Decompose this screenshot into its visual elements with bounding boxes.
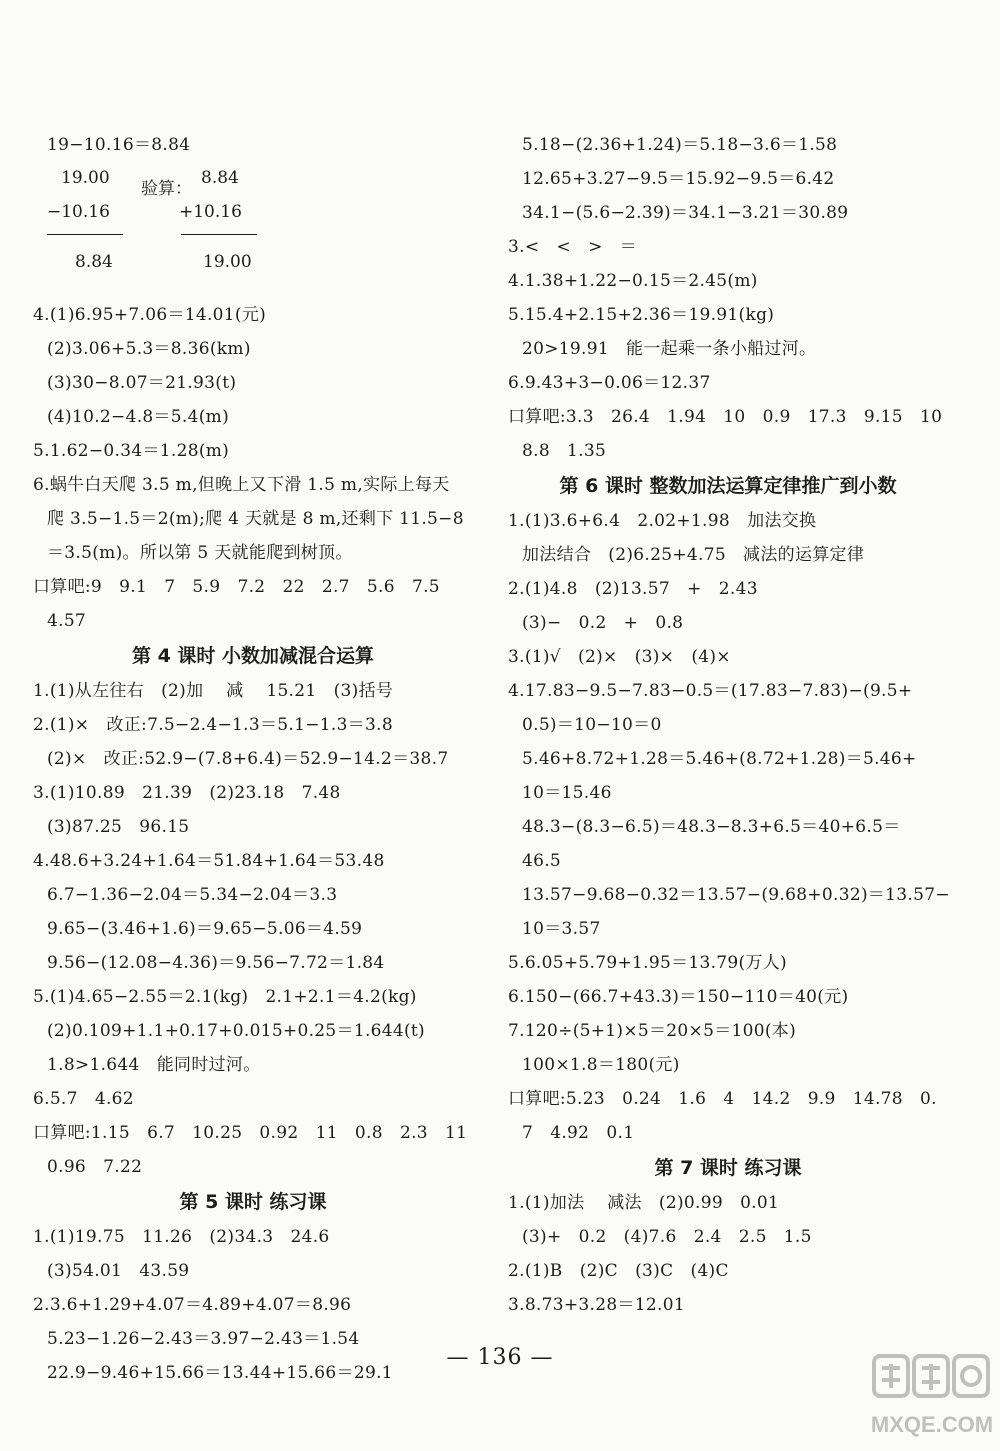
text-line: 34.1−(5.6−2.39)＝34.1−3.21＝30.89 [522,203,849,223]
text-line: 9.65−(3.46+1.6)＝9.65−5.06＝4.59 [47,919,363,939]
text-line: (4)10.2−4.8＝5.4(m) [47,407,230,427]
text-line: 19−10.16＝8.84 [47,135,191,155]
text-line: 8.8 1.35 [522,441,607,461]
text-line: 加法结合 (2)6.25+4.75 减法的运算定律 [522,545,865,565]
text-line: 3.< < > ＝ [508,237,638,257]
text-line: 6.7−1.36−2.04＝5.34−2.04＝3.3 [47,885,338,905]
text-line: (2)0.109+1.1+0.17+0.015+0.25＝1.644(t) [47,1021,425,1041]
text-line: (3)30−8.07＝21.93(t) [47,373,237,393]
text-line: 3.(1)√ (2)× (3)× (4)× [508,647,731,667]
calc-line: +10.16 [179,202,242,222]
calc-line: 19.00 [203,252,252,272]
text-line: 0.5)＝10−10＝0 [522,715,662,735]
text-line: 20>19.91 能一起乘一条小船过河。 [522,339,817,359]
text-line: 5.18−(2.36+1.24)＝5.18−3.6＝1.58 [522,135,838,155]
section-heading: 第 7 课时 练习课 [654,1157,802,1179]
text-line: 2.3.6+1.29+4.07＝4.89+4.07＝8.96 [33,1295,352,1315]
right-column [508,128,948,1322]
text-line: 7 4.92 0.1 [522,1123,635,1143]
text-line: 4.48.6+3.24+1.64＝51.84+1.64＝53.48 [33,851,385,871]
text-line: 3.(1)10.89 21.39 (2)23.18 7.48 [33,783,341,803]
text-line: 口算吧:9 9.1 7 5.9 7.2 22 2.7 5.6 7.5 [33,577,440,597]
text-line: 4.(1)6.95+7.06＝14.01(元) [33,305,267,325]
text-line: 6.蜗牛白天爬 3.5 m,但晚上又下滑 1.5 m,实际上每天 [33,475,450,495]
text-line: ＝3.5(m)。所以第 5 天就能爬到树顶。 [47,543,353,563]
text-line: 48.3−(8.3−6.5)＝48.3−8.3+6.5＝40+6.5＝ [522,817,901,837]
text-line: 5.1.62−0.34＝1.28(m) [33,441,230,461]
text-line: 6.150−(66.7+43.3)＝150−110＝40(元) [508,987,849,1007]
text-line: 1.(1)19.75 11.26 (2)34.3 24.6 [33,1227,330,1247]
text-line: 口算吧:1.15 6.7 10.25 0.92 11 0.8 2.3 11 [33,1123,468,1143]
text-line: 1.8>1.644 能同时过河。 [47,1055,261,1075]
answer-seal-watermark-icon [868,1352,996,1444]
text-line: 22.9−9.46+15.66＝13.44+15.66＝29.1 [47,1363,393,1383]
divider [181,234,257,235]
text-line: 4.1.38+1.22−0.15＝2.45(m) [508,271,758,291]
text-line: (2)× 改正:52.9−(7.8+6.4)＝52.9−14.2＝38.7 [47,749,449,769]
text-line: 6.9.43+3−0.06＝12.37 [508,373,711,393]
text-line: 3.8.73+3.28＝12.01 [508,1295,685,1315]
text-line: (3)+ 0.2 (4)7.6 2.4 2.5 1.5 [522,1227,812,1247]
text-line: 口算吧:3.3 26.4 1.94 10 0.9 17.3 9.15 10 [508,407,943,427]
text-line: 口算吧:5.23 0.24 1.6 4 14.2 9.9 14.78 0. [508,1089,937,1109]
text-line: 5.23−1.26−2.43＝3.97−2.43＝1.54 [47,1329,360,1349]
divider [47,234,123,235]
text-line: 0.96 7.22 [47,1157,143,1177]
page-number: — 136 — [446,1345,554,1370]
text-line: 1.(1)从左往右 (2)加 减 15.21 (3)括号 [33,681,394,701]
text-line: 4.57 [47,611,87,631]
text-line: (3)− 0.2 + 0.8 [522,613,684,633]
text-line: 6.5.7 4.62 [33,1089,134,1109]
text-line: 2.(1)4.8 (2)13.57 + 2.43 [508,579,758,599]
text-line: 5.46+8.72+1.28＝5.46+(8.72+1.28)＝5.46+ [522,749,917,769]
text-line: 10＝3.57 [522,919,601,939]
text-line: 13.57−9.68−0.32＝13.57−(9.68+0.32)＝13.57− [522,885,950,905]
section-heading: 第 5 课时 练习课 [179,1191,327,1213]
text-line: 4.17.83−9.5−7.83−0.5＝(17.83−7.83)−(9.5+ [508,681,913,701]
vertical-calculation [33,162,473,298]
text-line: 2.(1)B (2)C (3)C (4)C [508,1261,729,1281]
text-line: 7.120÷(5+1)×5＝20×5＝100(本) [508,1021,797,1041]
text-line: (2)3.06+5.3＝8.36(km) [47,339,251,359]
watermark-text: MXQE.COM [870,1412,994,1437]
check-label: 验算： [141,179,192,199]
text-line: 10＝15.46 [522,783,612,803]
text-line: 46.5 [522,851,562,871]
calc-line: 8.84 [201,168,239,188]
left-column [33,128,473,1390]
calc-line: 19.00 [61,168,110,188]
text-line: 5.6.05+5.79+1.95＝13.79(万人) [508,953,787,973]
section-heading: 第 4 课时 小数加减混合运算 [131,645,375,667]
text-line: 2.(1)× 改正:7.5−2.4−1.3＝5.1−1.3＝3.8 [33,715,393,735]
section-heading: 第 6 课时 整数加法运算定律推广到小数 [559,475,897,497]
text-line: 5.15.4+2.15+2.36＝19.91(kg) [508,305,775,325]
text-line: 爬 3.5−1.5＝2(m);爬 4 天就是 8 m,还剩下 11.5−8 [47,509,464,529]
calc-line: 8.84 [75,252,113,272]
text-line: 5.(1)4.65−2.55＝2.1(kg) 2.1+2.1＝4.2(kg) [33,987,417,1007]
text-line: (3)54.01 43.59 [47,1261,190,1281]
text-line: 9.56−(12.08−4.36)＝9.56−7.72＝1.84 [47,953,385,973]
text-line: 12.65+3.27−9.5＝15.92−9.5＝6.42 [522,169,835,189]
text-line: 1.(1)3.6+6.4 2.02+1.98 加法交换 [508,511,817,531]
text-line: (3)87.25 96.15 [47,817,190,837]
calc-line: −10.16 [47,202,110,222]
text-line: 1.(1)加法 减法 (2)0.99 0.01 [508,1193,780,1213]
text-line: 100×1.8＝180(元) [522,1055,680,1075]
